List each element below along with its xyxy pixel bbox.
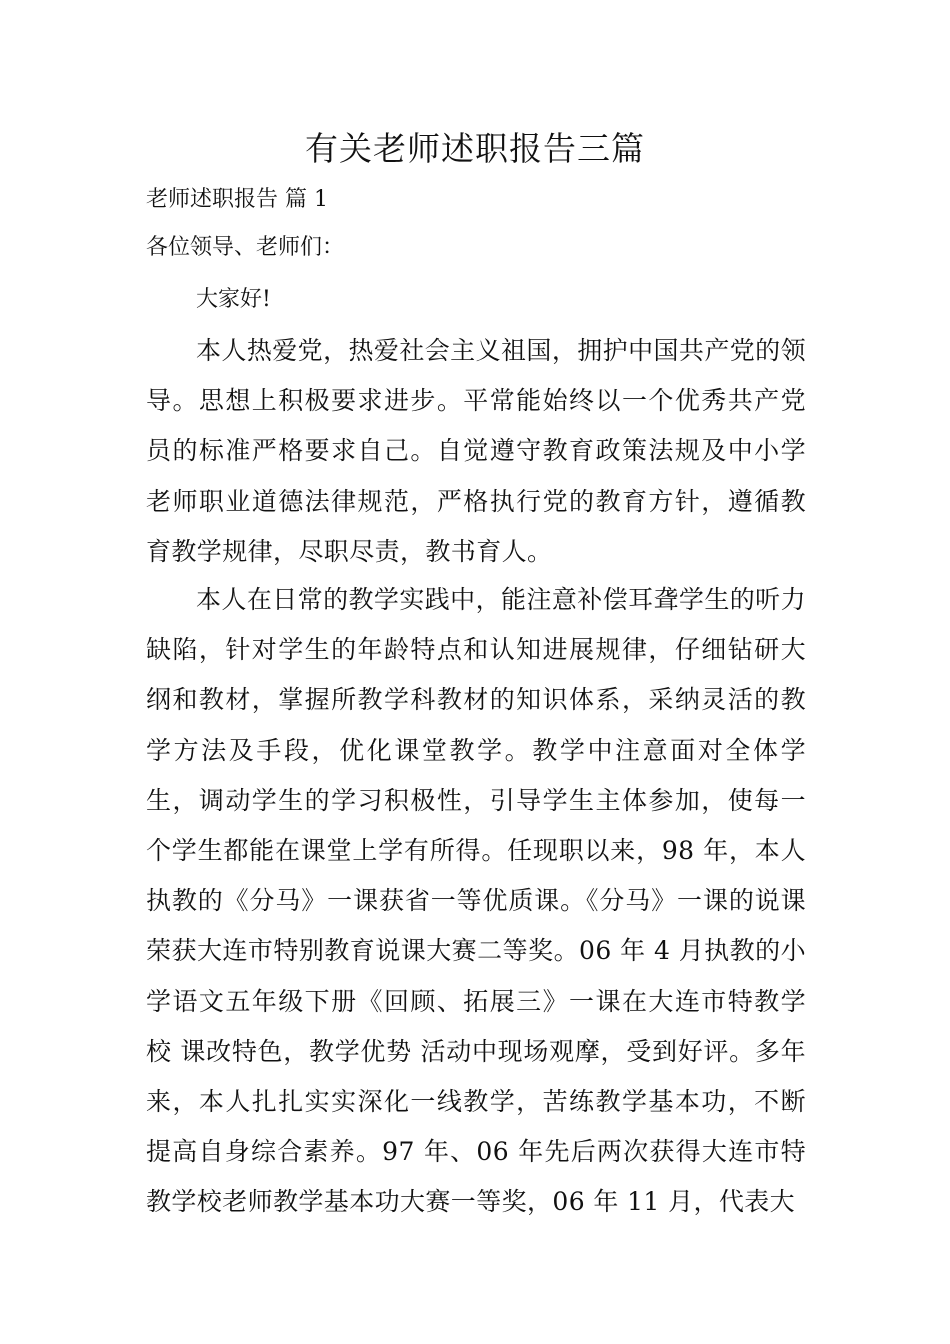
hello-line: 大家好!	[196, 287, 271, 312]
paragraph-2: 本人在日常的教学实践中，能注意补偿耳聋学生的听力缺陷，针对学生的年龄特点和认知进展规律，仔细钻研大纲和教材，掌握所教学科教材的知识体系，采纳灵活的教学方法及手段，优化课堂教学。教学中注意面对全体学生，调动学生的学习积极性，引导学生主体参加，使每一个学生都能在课堂上学有所得。任现职以来，98 年，本人执教的《分马》一课获省一等优质课。《分马》一课的说课荣获大连市特别教育说课大赛二等奖。06 年 4 月执教的小学语文五年级下册《回顾、拓展三》一课在大连市特教学校 课改特色，教学优势 活动中现场观摩，受到好评。多年来，本人扎扎实实深化一线教学，苦练教学基本功，不断提高自身综合素养。97 年、06 年先后两次获得大连市特教学校老师教学基本功大赛一等奖，06 年 11 月，代表大	[146, 585, 806, 1217]
paragraph-1: 本人热爱党，热爱社会主义祖国，拥护中国共产党的领导。思想上积极要求进步。平常能始终以一个优秀共产党员的标准严格要求自己。自觉遵守教育政策法规及中小学老师职业道德法律规范，严格执行党的教育方针，遵循教育教学规律，尽职尽责，教书育人。	[146, 336, 806, 566]
section-heading: 老师述职报告 篇 1	[146, 187, 328, 212]
document-title: 有关老师述职报告三篇	[305, 129, 645, 168]
greeting-line: 各位领导、老师们：	[146, 235, 345, 260]
